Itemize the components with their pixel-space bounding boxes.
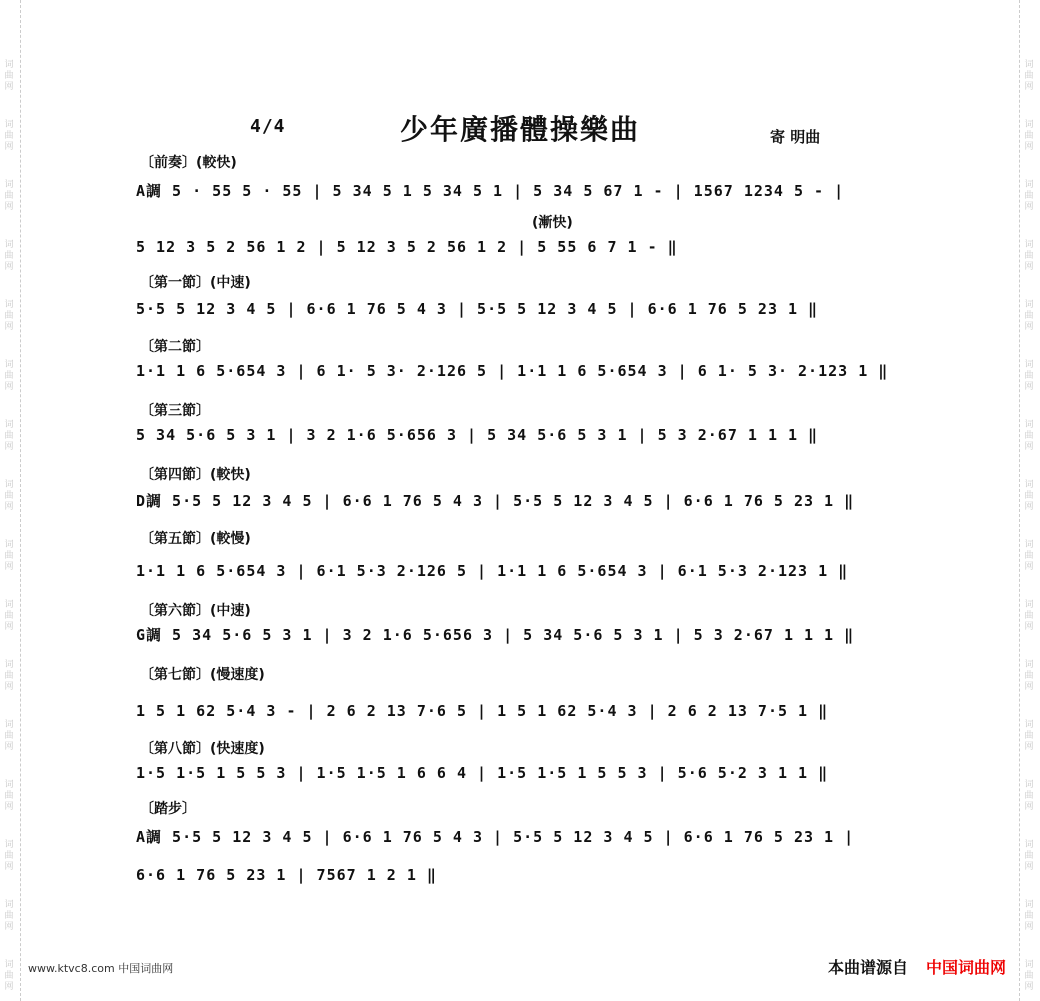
watermark-text: 词曲网	[1024, 240, 1034, 272]
watermark-text: 词曲网	[1024, 480, 1034, 512]
watermark-text: 词曲网	[4, 60, 14, 92]
watermark-text: 词曲网	[4, 780, 14, 812]
watermark-text: 词曲网	[1024, 60, 1034, 92]
watermark-text: 词曲网	[1024, 120, 1034, 152]
watermark-text: 词曲网	[1024, 360, 1034, 392]
notation-line: 1·5 1·5 1 5 5 3 | 1·5 1·5 1 6 6 4 | 1·5 1·5 1 5 5 3 | 5·6 5·2 3 1 1 ‖	[136, 764, 829, 782]
line-label: 〔第五節〕(較慢)	[140, 531, 251, 547]
watermark-text: 词曲网	[4, 360, 14, 392]
watermark-text: 词曲网	[1024, 780, 1034, 812]
watermark-text: 词曲网	[4, 840, 14, 872]
notation-line: 1·1 1 6 5·654 3 | 6·1 5·3 2·126 5 | 1·1 1 6 5·654 3 | 6·1 5·3 2·123 1 ‖	[136, 562, 849, 580]
notation-line: 6·6 1 76 5 23 1 | 7567 1 2 1 ‖	[136, 866, 437, 884]
composer: 寄 明曲	[770, 128, 821, 146]
footer-source	[828, 955, 1006, 978]
watermark-text: 词曲网	[4, 180, 14, 212]
notation-line: A調 5·5 5 12 3 4 5 | 6·6 1 76 5 4 3 | 5·5 5 12 3 4 5 | 6·6 1 76 5 23 1 |	[136, 828, 855, 846]
line-label: 〔第六節〕(中速)	[140, 603, 251, 619]
notation-line: 5 12 3 5 2 56 1 2 | 5 12 3 5 2 56 1 2 | 5 55 6 7 1 - ‖	[136, 238, 678, 256]
watermark-text: 词曲网	[1024, 300, 1034, 332]
notation-line: G調 5 34 5·6 5 3 1 | 3 2 1·6 5·656 3 | 5 34 5·6 5 3 1 | 5 3 2·67 1 1 1 ‖	[136, 626, 855, 644]
watermark-text: 词曲网	[4, 480, 14, 512]
watermark-text: 词曲网	[4, 540, 14, 572]
watermark-text: 词曲网	[4, 420, 14, 452]
watermark-text: 词曲网	[1024, 540, 1034, 572]
watermark-text: 词曲网	[1024, 900, 1034, 932]
line-label: 〔第八節〕(快速度)	[140, 741, 265, 757]
watermark-text: 词曲网	[4, 600, 14, 632]
footer-source-site[interactable]: 中国词曲网	[925, 958, 1006, 977]
watermark-text: 词曲网	[1024, 180, 1034, 212]
line-label: 〔第三節〕	[140, 403, 210, 419]
footer-source-label: 本曲谱源自	[827, 958, 908, 977]
footer-site-url[interactable]: www.ktvc8.com 中国词曲网	[28, 962, 174, 975]
score-title: 少年廣播體操樂曲	[400, 113, 641, 146]
watermark-text: 词曲网	[4, 660, 14, 692]
watermark-text: 词曲网	[4, 720, 14, 752]
line-label: (漸快)	[532, 215, 573, 231]
line-label: 〔第二節〕	[140, 339, 210, 355]
watermark-text: 词曲网	[1024, 720, 1034, 752]
notation-line: 5·5 5 12 3 4 5 | 6·6 1 76 5 4 3 | 5·5 5 12 3 4 5 | 6·6 1 76 5 23 1 ‖	[136, 300, 819, 318]
watermark-text: 词曲网	[4, 900, 14, 932]
notation-line: D調 5·5 5 12 3 4 5 | 6·6 1 76 5 4 3 | 5·5 5 12 3 4 5 | 6·6 1 76 5 23 1 ‖	[136, 492, 855, 510]
watermark-text: 词曲网	[1024, 600, 1034, 632]
watermark-text: 词曲网	[1024, 840, 1034, 872]
watermark-text: 词曲网	[4, 240, 14, 272]
notation-line: A調 5 · 55 5 · 55 | 5 34 5 1 5 34 5 1 | 5 34 5 67 1 - | 1567 1234 5 - |	[136, 182, 845, 200]
watermark-text: 词曲网	[4, 120, 14, 152]
line-label: 〔第四節〕(較快)	[140, 467, 251, 483]
line-label: 〔第七節〕(慢速度)	[140, 667, 265, 683]
notation-line: 5 34 5·6 5 3 1 | 3 2 1·6 5·656 3 | 5 34 5·6 5 3 1 | 5 3 2·67 1 1 1 ‖	[136, 426, 819, 444]
watermark-text: 词曲网	[1024, 960, 1034, 992]
watermark-text: 词曲网	[4, 960, 14, 992]
line-label: 〔踏步〕	[140, 801, 196, 817]
time-signature: 4/4	[250, 116, 286, 137]
watermark-text: 词曲网	[4, 300, 14, 332]
watermark-text: 词曲网	[1024, 420, 1034, 452]
line-label: 〔前奏〕(較快)	[140, 155, 237, 171]
notation-line: 1·1 1 6 5·654 3 | 6 1· 5 3· 2·126 5 | 1·1 1 6 5·654 3 | 6 1· 5 3· 2·123 1 ‖	[136, 362, 889, 380]
notation-line: 1 5 1 62 5·4 3 - | 2 6 2 13 7·6 5 | 1 5 1 62 5·4 3 | 2 6 2 13 7·5 1 ‖	[136, 702, 829, 720]
watermark-text: 词曲网	[1024, 660, 1034, 692]
line-label: 〔第一節〕(中速)	[140, 275, 251, 291]
